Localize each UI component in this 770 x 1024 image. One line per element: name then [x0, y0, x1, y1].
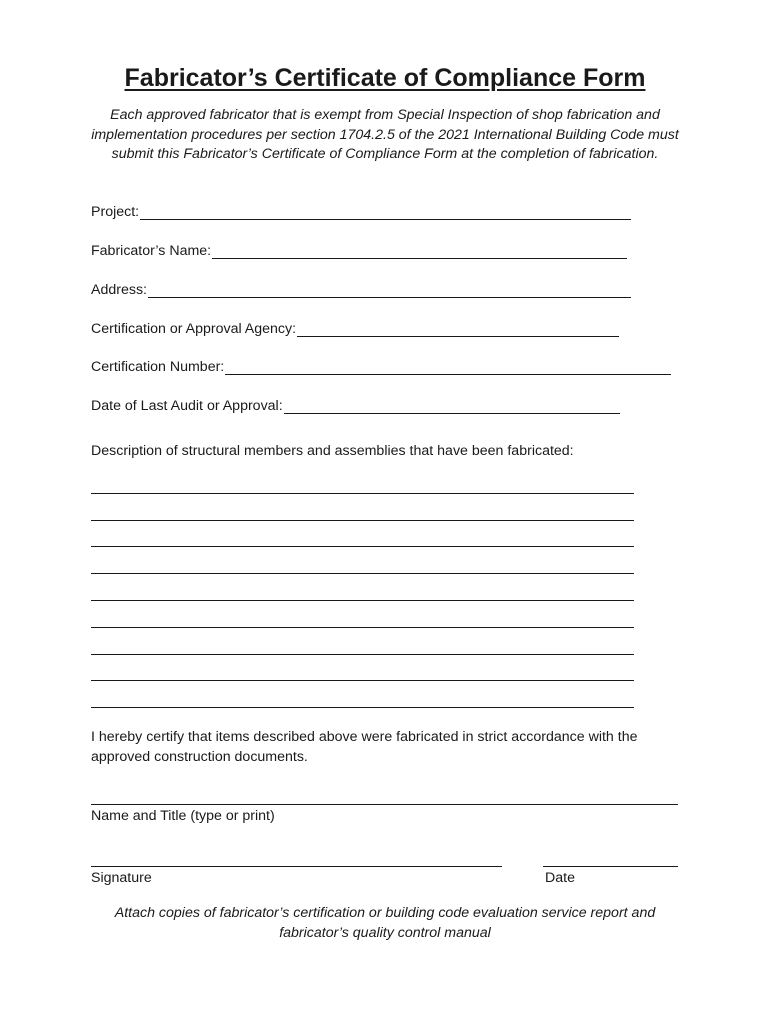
description-line[interactable]	[91, 627, 634, 628]
project-label: Project:	[91, 204, 140, 220]
description-line[interactable]	[91, 707, 634, 708]
description-line[interactable]	[91, 520, 634, 521]
form-title: Fabricator’s Certificate of Compliance Form	[124, 64, 646, 92]
description-line[interactable]	[91, 654, 634, 655]
description-line[interactable]	[91, 573, 634, 574]
last-audit-label: Date of Last Audit or Approval:	[91, 398, 283, 414]
description-line[interactable]	[91, 546, 634, 547]
signature-label: Signature	[91, 870, 152, 886]
address-label: Address:	[91, 282, 147, 298]
fabricator-name-label: Fabricator’s Name:	[91, 243, 212, 259]
agency-label: Certification or Approval Agency:	[91, 321, 297, 337]
cert-number-label: Certification Number:	[91, 359, 225, 375]
project-input-line[interactable]	[140, 205, 631, 220]
date-input-line[interactable]	[543, 866, 678, 867]
last-audit-input-line[interactable]	[284, 399, 620, 414]
cert-number-input-line[interactable]	[225, 360, 671, 375]
cert-number-field-row	[91, 355, 671, 375]
name-title-label: Name and Title (type or print)	[91, 808, 275, 824]
fabricator-name-input-line[interactable]	[212, 244, 627, 259]
description-line[interactable]	[91, 600, 634, 601]
address-field-row	[91, 278, 631, 298]
description-line[interactable]	[91, 493, 634, 494]
date-label: Date	[545, 870, 575, 886]
signature-input-line[interactable]	[91, 866, 502, 867]
description-line[interactable]	[91, 680, 634, 681]
agency-input-line[interactable]	[297, 322, 619, 337]
agency-field-row	[91, 317, 619, 337]
fabricator-name-field-row	[91, 239, 627, 259]
description-label: Description of structural members and assemblies that have been fabricated:	[91, 443, 574, 459]
intro-text: Each approved fabricator that is exempt from Special Inspection of shop fabrication and implementation procedures per section 1704.2.5 of the 2021 International Building Code must submit this Fabricator’s Certificate of Compliance Form at the completion of fabrication.	[91, 107, 679, 162]
footer-note: Attach copies of fabricator’s certification or building code evaluation service report and fabricator’s quality control manual	[114, 905, 656, 941]
address-input-line[interactable]	[148, 283, 631, 298]
certification-statement: I hereby certify that items described above were fabricated in strict accordance with the approved construction documents.	[91, 729, 638, 765]
name-title-input-line[interactable]	[91, 804, 678, 805]
project-field-row	[91, 200, 631, 220]
last-audit-field-row	[91, 394, 620, 414]
